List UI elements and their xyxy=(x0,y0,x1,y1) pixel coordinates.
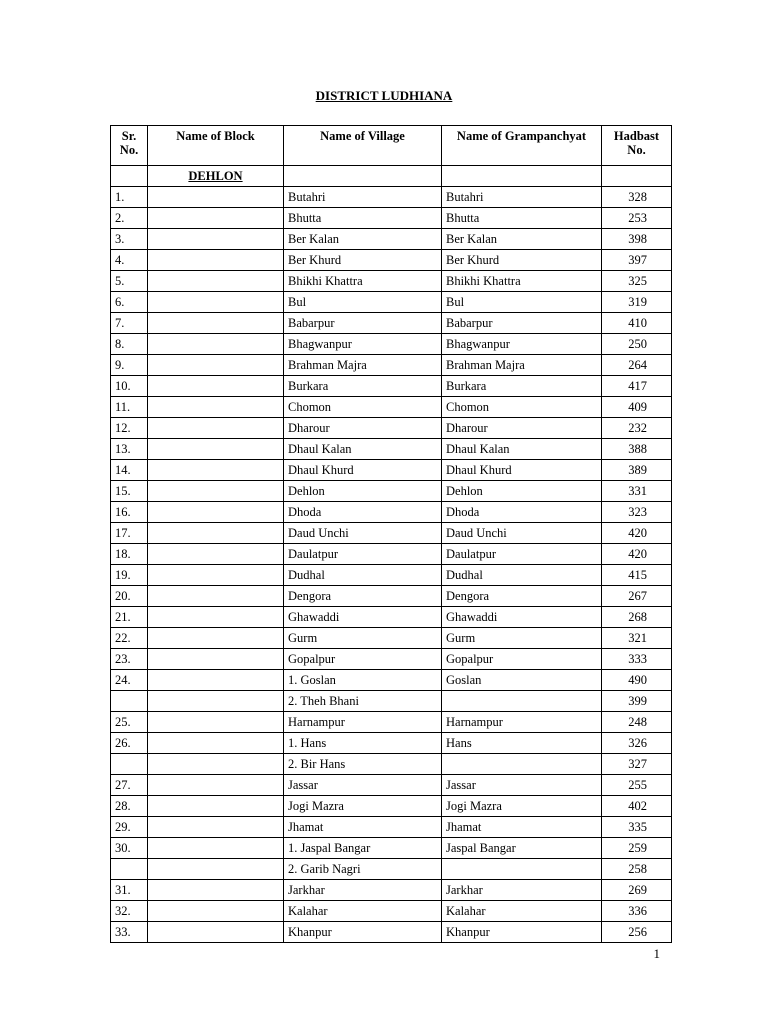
sr-no-cell: 7. xyxy=(111,313,148,334)
grampanchyat-cell: Jarkhar xyxy=(442,880,602,901)
grampanchyat-cell: Bhikhi Khattra xyxy=(442,271,602,292)
sr-no-cell: 17. xyxy=(111,523,148,544)
village-cell: Butahri xyxy=(284,187,442,208)
block-cell xyxy=(148,838,284,859)
sr-no-cell: 24. xyxy=(111,670,148,691)
hadbast-cell: 327 xyxy=(602,754,672,775)
block-cell xyxy=(148,544,284,565)
table-row xyxy=(111,796,672,817)
block-cell xyxy=(148,901,284,922)
hadbast-cell: 256 xyxy=(602,922,672,943)
block-cell xyxy=(148,460,284,481)
sr-no-cell: 18. xyxy=(111,544,148,565)
sr-no-cell: 27. xyxy=(111,775,148,796)
sr-no-cell: 33. xyxy=(111,922,148,943)
grampanchyat-cell: Goslan xyxy=(442,670,602,691)
hadbast-cell: 336 xyxy=(602,901,672,922)
table-row xyxy=(111,838,672,859)
hadbast-cell: 250 xyxy=(602,334,672,355)
table-row xyxy=(111,355,672,376)
block-cell xyxy=(148,754,284,775)
block-cell xyxy=(148,397,284,418)
sr-no-cell: 20. xyxy=(111,586,148,607)
header-block: Name of Block xyxy=(148,126,284,166)
grampanchyat-cell: Jaspal Bangar xyxy=(442,838,602,859)
village-cell: Bhutta xyxy=(284,208,442,229)
sr-no-cell: 3. xyxy=(111,229,148,250)
village-cell: Gopalpur xyxy=(284,649,442,670)
table-row xyxy=(111,670,672,691)
block-cell xyxy=(148,817,284,838)
hadbast-cell: 409 xyxy=(602,397,672,418)
village-cell: Jogi Mazra xyxy=(284,796,442,817)
hadbast-cell: 319 xyxy=(602,292,672,313)
block-name: DEHLON xyxy=(148,166,284,187)
block-cell xyxy=(148,712,284,733)
table-row xyxy=(111,586,672,607)
hadbast-cell: 402 xyxy=(602,796,672,817)
sr-no-cell xyxy=(111,754,148,775)
village-cell: Dengora xyxy=(284,586,442,607)
hadbast-cell: 259 xyxy=(602,838,672,859)
grampanchyat-cell: Kalahar xyxy=(442,901,602,922)
village-cell: Dudhal xyxy=(284,565,442,586)
table-row xyxy=(111,733,672,754)
table-row xyxy=(111,229,672,250)
village-cell: 1. Jaspal Bangar xyxy=(284,838,442,859)
table-row xyxy=(111,901,672,922)
village-cell: Kalahar xyxy=(284,901,442,922)
hadbast-cell: 255 xyxy=(602,775,672,796)
hadbast-cell: 397 xyxy=(602,250,672,271)
grampanchyat-cell: Chomon xyxy=(442,397,602,418)
village-cell: Daulatpur xyxy=(284,544,442,565)
hadbast-cell: 398 xyxy=(602,229,672,250)
village-cell: 2. Garib Nagri xyxy=(284,859,442,880)
grampanchyat-cell xyxy=(442,691,602,712)
sr-no-cell: 31. xyxy=(111,880,148,901)
sr-no-cell xyxy=(111,691,148,712)
grampanchyat-cell: Ghawaddi xyxy=(442,607,602,628)
village-cell: Babarpur xyxy=(284,313,442,334)
village-cell: Dhoda xyxy=(284,502,442,523)
block-cell xyxy=(148,229,284,250)
village-cell: Dhaul Khurd xyxy=(284,460,442,481)
sr-no-cell: 21. xyxy=(111,607,148,628)
sr-no-cell: 29. xyxy=(111,817,148,838)
block-cell xyxy=(148,628,284,649)
sr-no-cell: 22. xyxy=(111,628,148,649)
block-row xyxy=(111,166,672,187)
grampanchyat-cell: Jogi Mazra xyxy=(442,796,602,817)
table-row xyxy=(111,481,672,502)
grampanchyat-cell: Harnampur xyxy=(442,712,602,733)
hadbast-cell: 490 xyxy=(602,670,672,691)
block-cell xyxy=(148,649,284,670)
table-row xyxy=(111,691,672,712)
village-cell: Ber Khurd xyxy=(284,250,442,271)
sr-no-cell: 13. xyxy=(111,439,148,460)
grampanchyat-cell: Khanpur xyxy=(442,922,602,943)
block-cell xyxy=(148,880,284,901)
hadbast-cell: 253 xyxy=(602,208,672,229)
grampanchyat-cell: Dengora xyxy=(442,586,602,607)
village-cell: Jarkhar xyxy=(284,880,442,901)
village-cell: Dhaul Kalan xyxy=(284,439,442,460)
village-cell: Jhamat xyxy=(284,817,442,838)
header-sr-no: Sr. No. xyxy=(111,126,148,166)
block-cell xyxy=(148,859,284,880)
hadbast-cell: 331 xyxy=(602,481,672,502)
hadbast-cell: 410 xyxy=(602,313,672,334)
table-row xyxy=(111,859,672,880)
block-cell xyxy=(148,481,284,502)
block-cell xyxy=(148,670,284,691)
table-row xyxy=(111,544,672,565)
block-cell xyxy=(148,439,284,460)
sr-no-cell: 25. xyxy=(111,712,148,733)
block-cell xyxy=(148,502,284,523)
village-cell: Daud Unchi xyxy=(284,523,442,544)
sr-no-cell: 32. xyxy=(111,901,148,922)
sr-no-cell: 14. xyxy=(111,460,148,481)
village-cell: Ber Kalan xyxy=(284,229,442,250)
village-cell: Khanpur xyxy=(284,922,442,943)
block-cell xyxy=(148,565,284,586)
hadbast-cell: 248 xyxy=(602,712,672,733)
sr-no-cell: 28. xyxy=(111,796,148,817)
hadbast-cell: 258 xyxy=(602,859,672,880)
table-row xyxy=(111,376,672,397)
block-cell xyxy=(148,271,284,292)
table-row xyxy=(111,565,672,586)
hadbast-cell: 323 xyxy=(602,502,672,523)
grampanchyat-cell: Bul xyxy=(442,292,602,313)
header-village: Name of Village xyxy=(284,126,442,166)
table-row xyxy=(111,208,672,229)
table-row xyxy=(111,628,672,649)
hadbast-cell: 267 xyxy=(602,586,672,607)
hadbast-cell: 325 xyxy=(602,271,672,292)
village-cell: Harnampur xyxy=(284,712,442,733)
hadbast-cell: 328 xyxy=(602,187,672,208)
table-row xyxy=(111,712,672,733)
grampanchyat-cell: Dhaul Kalan xyxy=(442,439,602,460)
hadbast-cell: 399 xyxy=(602,691,672,712)
hadbast-cell: 420 xyxy=(602,544,672,565)
block-cell xyxy=(148,355,284,376)
block-cell xyxy=(148,334,284,355)
sr-no-cell: 4. xyxy=(111,250,148,271)
table-row xyxy=(111,334,672,355)
village-cell: Jassar xyxy=(284,775,442,796)
sr-no-cell: 11. xyxy=(111,397,148,418)
table-row xyxy=(111,292,672,313)
village-cell: Gurm xyxy=(284,628,442,649)
block-cell xyxy=(148,376,284,397)
grampanchyat-cell: Hans xyxy=(442,733,602,754)
block-cell xyxy=(148,187,284,208)
grampanchyat-cell: Dharour xyxy=(442,418,602,439)
hadbast-cell: 335 xyxy=(602,817,672,838)
table-row xyxy=(111,187,672,208)
table-row xyxy=(111,418,672,439)
table-row xyxy=(111,754,672,775)
table-row xyxy=(111,250,672,271)
grampanchyat-cell: Brahman Majra xyxy=(442,355,602,376)
grampanchyat-cell: Daulatpur xyxy=(442,544,602,565)
village-cell: Chomon xyxy=(284,397,442,418)
table-row xyxy=(111,880,672,901)
village-cell: 1. Goslan xyxy=(284,670,442,691)
grampanchyat-cell: Dhoda xyxy=(442,502,602,523)
sr-no-cell: 1. xyxy=(111,187,148,208)
hadbast-cell: 321 xyxy=(602,628,672,649)
grampanchyat-cell: Gurm xyxy=(442,628,602,649)
block-cell xyxy=(148,796,284,817)
hadbast-cell: 389 xyxy=(602,460,672,481)
table-row xyxy=(111,607,672,628)
village-cell: 2. Theh Bhani xyxy=(284,691,442,712)
table-header-row xyxy=(111,126,672,166)
header-hadbast: Hadbast No. xyxy=(602,126,672,166)
block-cell xyxy=(148,586,284,607)
hadbast-cell: 264 xyxy=(602,355,672,376)
grampanchyat-cell: Daud Unchi xyxy=(442,523,602,544)
village-table xyxy=(110,125,672,943)
table-row xyxy=(111,460,672,481)
village-cell: Bul xyxy=(284,292,442,313)
grampanchyat-cell: Jassar xyxy=(442,775,602,796)
sr-no-cell: 10. xyxy=(111,376,148,397)
hadbast-cell: 268 xyxy=(602,607,672,628)
village-cell: Ghawaddi xyxy=(284,607,442,628)
sr-no-cell xyxy=(111,859,148,880)
sr-no-cell: 5. xyxy=(111,271,148,292)
grampanchyat-cell: Dudhal xyxy=(442,565,602,586)
grampanchyat-cell xyxy=(442,859,602,880)
grampanchyat-cell xyxy=(442,754,602,775)
sr-no-cell: 30. xyxy=(111,838,148,859)
grampanchyat-cell: Dehlon xyxy=(442,481,602,502)
sr-no-cell: 9. xyxy=(111,355,148,376)
grampanchyat-cell: Gopalpur xyxy=(442,649,602,670)
village-cell: Dehlon xyxy=(284,481,442,502)
hadbast-cell: 232 xyxy=(602,418,672,439)
table-row xyxy=(111,649,672,670)
hadbast-cell: 417 xyxy=(602,376,672,397)
grampanchyat-cell: Bhagwanpur xyxy=(442,334,602,355)
block-cell xyxy=(148,607,284,628)
block-cell xyxy=(148,418,284,439)
table-row xyxy=(111,922,672,943)
village-cell: Burkara xyxy=(284,376,442,397)
sr-no-cell: 12. xyxy=(111,418,148,439)
table-row xyxy=(111,775,672,796)
sr-no-cell: 2. xyxy=(111,208,148,229)
sr-no-cell: 8. xyxy=(111,334,148,355)
block-cell xyxy=(148,292,284,313)
village-cell: 1. Hans xyxy=(284,733,442,754)
sr-no-cell: 19. xyxy=(111,565,148,586)
table-row xyxy=(111,439,672,460)
sr-no-cell: 26. xyxy=(111,733,148,754)
sr-no-cell: 15. xyxy=(111,481,148,502)
hadbast-cell: 269 xyxy=(602,880,672,901)
village-cell: Bhikhi Khattra xyxy=(284,271,442,292)
hadbast-cell: 326 xyxy=(602,733,672,754)
grampanchyat-cell: Dhaul Khurd xyxy=(442,460,602,481)
grampanchyat-cell: Babarpur xyxy=(442,313,602,334)
grampanchyat-cell: Ber Khurd xyxy=(442,250,602,271)
block-cell xyxy=(148,208,284,229)
hadbast-cell: 388 xyxy=(602,439,672,460)
page-number: 1 xyxy=(653,946,660,961)
block-cell xyxy=(148,775,284,796)
village-cell: Brahman Majra xyxy=(284,355,442,376)
document-title: DISTRICT LUDHIANA xyxy=(315,88,453,103)
table-body xyxy=(111,166,672,943)
hadbast-cell: 420 xyxy=(602,523,672,544)
table-row xyxy=(111,397,672,418)
header-grampanchyat: Name of Grampanchyat xyxy=(442,126,602,166)
grampanchyat-cell: Butahri xyxy=(442,187,602,208)
grampanchyat-cell: Ber Kalan xyxy=(442,229,602,250)
table-row xyxy=(111,817,672,838)
grampanchyat-cell: Burkara xyxy=(442,376,602,397)
sr-no-cell: 6. xyxy=(111,292,148,313)
block-cell xyxy=(148,733,284,754)
block-cell xyxy=(148,691,284,712)
table-row xyxy=(111,523,672,544)
table-row xyxy=(111,313,672,334)
village-cell: Dharour xyxy=(284,418,442,439)
block-cell xyxy=(148,313,284,334)
block-cell xyxy=(148,523,284,544)
sr-no-cell: 16. xyxy=(111,502,148,523)
sr-no-cell: 23. xyxy=(111,649,148,670)
table-row xyxy=(111,271,672,292)
hadbast-cell: 333 xyxy=(602,649,672,670)
hadbast-cell: 415 xyxy=(602,565,672,586)
table-row xyxy=(111,502,672,523)
grampanchyat-cell: Bhutta xyxy=(442,208,602,229)
village-cell: 2. Bir Hans xyxy=(284,754,442,775)
block-cell xyxy=(148,250,284,271)
block-cell xyxy=(148,922,284,943)
village-cell: Bhagwanpur xyxy=(284,334,442,355)
grampanchyat-cell: Jhamat xyxy=(442,817,602,838)
